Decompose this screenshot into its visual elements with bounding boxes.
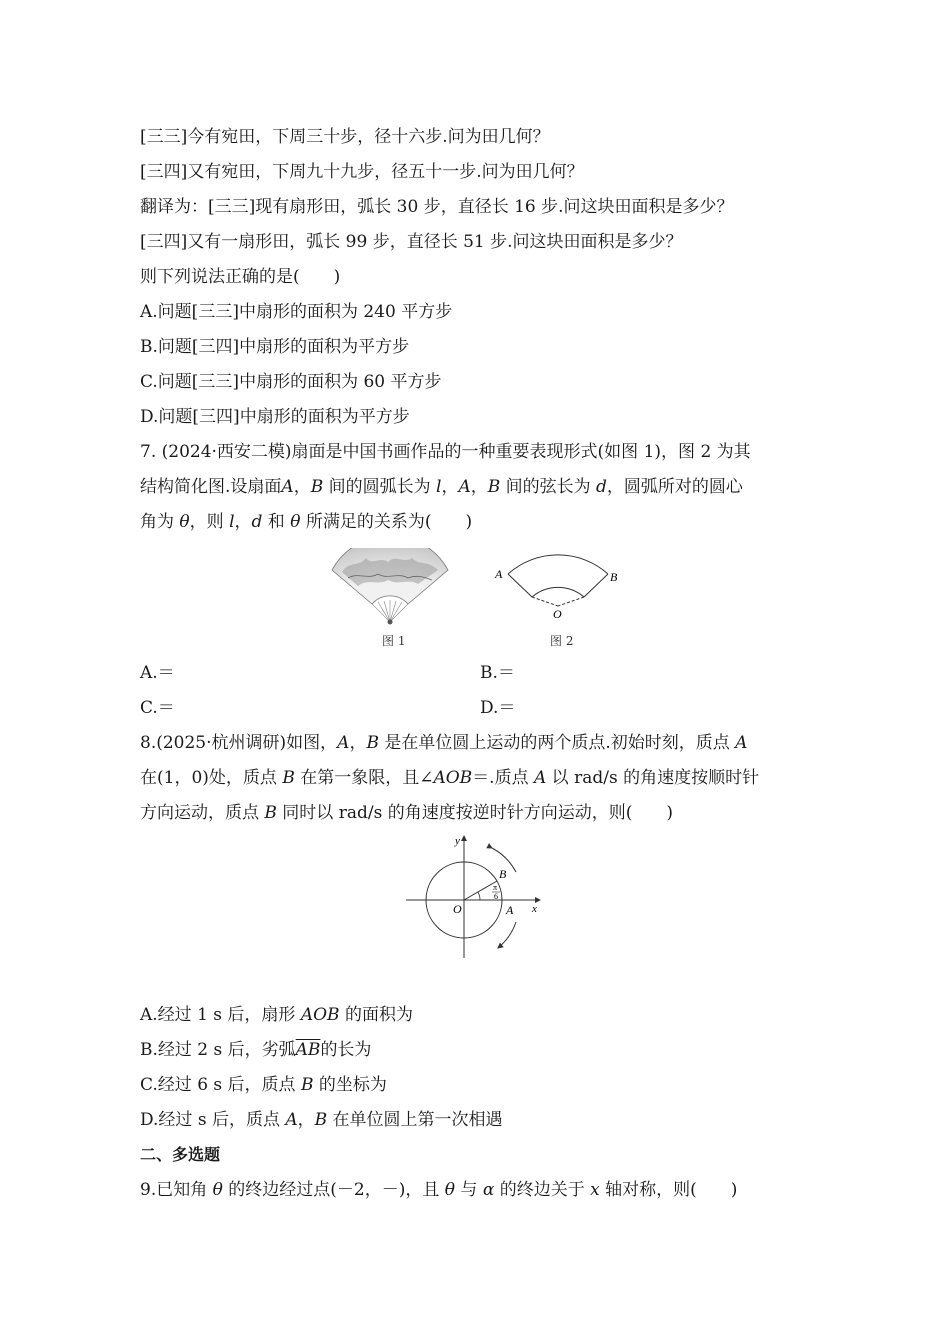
fan-structure-diagram: [490, 540, 625, 620]
problem-9-line-1: 9.已知角 θ 的终边经过点(－2，－)，且 θ 与 α 的终边关于 x 轴对称，则( ): [140, 1180, 738, 1200]
problem-8-line-2: 在(1，0)处，质点 B 在第一象限，且∠AOB＝.质点 A 以 rad/s 的角速度按顺时针: [140, 768, 760, 788]
problem-6-question: 则下列说法正确的是( ): [140, 267, 341, 287]
point-a-label: A: [506, 903, 514, 917]
problem-6-option-c: C.问题[三三]中扇形的面积为 60 平方步: [140, 372, 442, 392]
problem-7-option-c: C.＝: [140, 698, 175, 718]
unit-circle-diagram: [400, 830, 550, 964]
fan-painting-figure: [328, 548, 452, 626]
figure-2-caption: 图 2: [550, 634, 574, 648]
problem-7-line-3: 角为 θ，则 l，d 和 θ 所满足的关系为( ): [140, 512, 473, 532]
problem-7-option-d: D.＝: [480, 698, 516, 718]
problem-6-line-1: [三三]今有宛田，下周三十步，径十六步.问为田几何？: [140, 127, 550, 147]
problem-6-option-a: A.问题[三三]中扇形的面积为 240 平方步: [140, 302, 453, 322]
problem-8-option-d: D.经过 s 后，质点 A，B 在单位圆上第一次相遇: [140, 1110, 503, 1130]
figure-1-caption: 图 1: [382, 634, 406, 648]
point-b-label: B: [610, 570, 618, 584]
problem-7-line-1: 7. (2024·西安二模)扇面是中国书画作品的一种重要表现形式(如图 1)，图 2 为其: [140, 442, 751, 462]
x-axis-label: x: [532, 903, 537, 915]
point-b-label: B: [499, 867, 507, 881]
problem-6-option-d: D.问题[三四]中扇形的面积为平方步: [140, 407, 410, 427]
point-o-label: O: [553, 607, 562, 620]
problem-8-option-a: A.经过 1 s 后，扇形 AOB 的面积为: [140, 1005, 413, 1025]
problem-6-translation-1: 翻译为：[三三]现有扇形田，弧长 30 步，直径长 16 步.问这块田面积是多少？: [140, 197, 734, 217]
problem-8-line-1: 8.(2025·杭州调研)如图，A，B 是在单位圆上运动的两个质点.初始时刻，质点 A: [140, 733, 748, 753]
problem-8-line-3: 方向运动，质点 B 同时以 rad/s 的角速度按逆时针方向运动，则( ): [140, 803, 673, 823]
problem-7-option-a: A.＝: [140, 663, 175, 683]
problem-6-translation-2: [三四]又有一扇形田，弧长 99 步，直径长 51 步.问这块田面积是多少？: [140, 232, 683, 252]
angle-numerator: π: [493, 883, 498, 892]
problem-6-line-2: [三四]又有宛田，下周九十九步，径五十一步.问为田几何？: [140, 162, 584, 182]
origin-label: O: [453, 902, 462, 916]
angle-denominator: 6: [494, 892, 498, 901]
problem-7-option-b: B.＝: [480, 663, 515, 683]
y-axis-label: y: [455, 835, 460, 847]
problem-8-option-c: C.经过 6 s 后，质点 B 的坐标为: [140, 1075, 387, 1095]
point-a-label: A: [495, 567, 503, 581]
section-heading: 二、多选题: [140, 1145, 221, 1164]
problem-7-line-2: 结构简化图.设扇面A，B 间的圆弧长为 l，A，B 间的弦长为 d，圆弧所对的圆心: [140, 477, 743, 497]
problem-8-option-b: B.经过 2 s 后，劣弧$\overline{AB}$的长为: [140, 1040, 372, 1060]
problem-6-option-b: B.问题[三四]中扇形的面积为平方步: [140, 337, 410, 357]
